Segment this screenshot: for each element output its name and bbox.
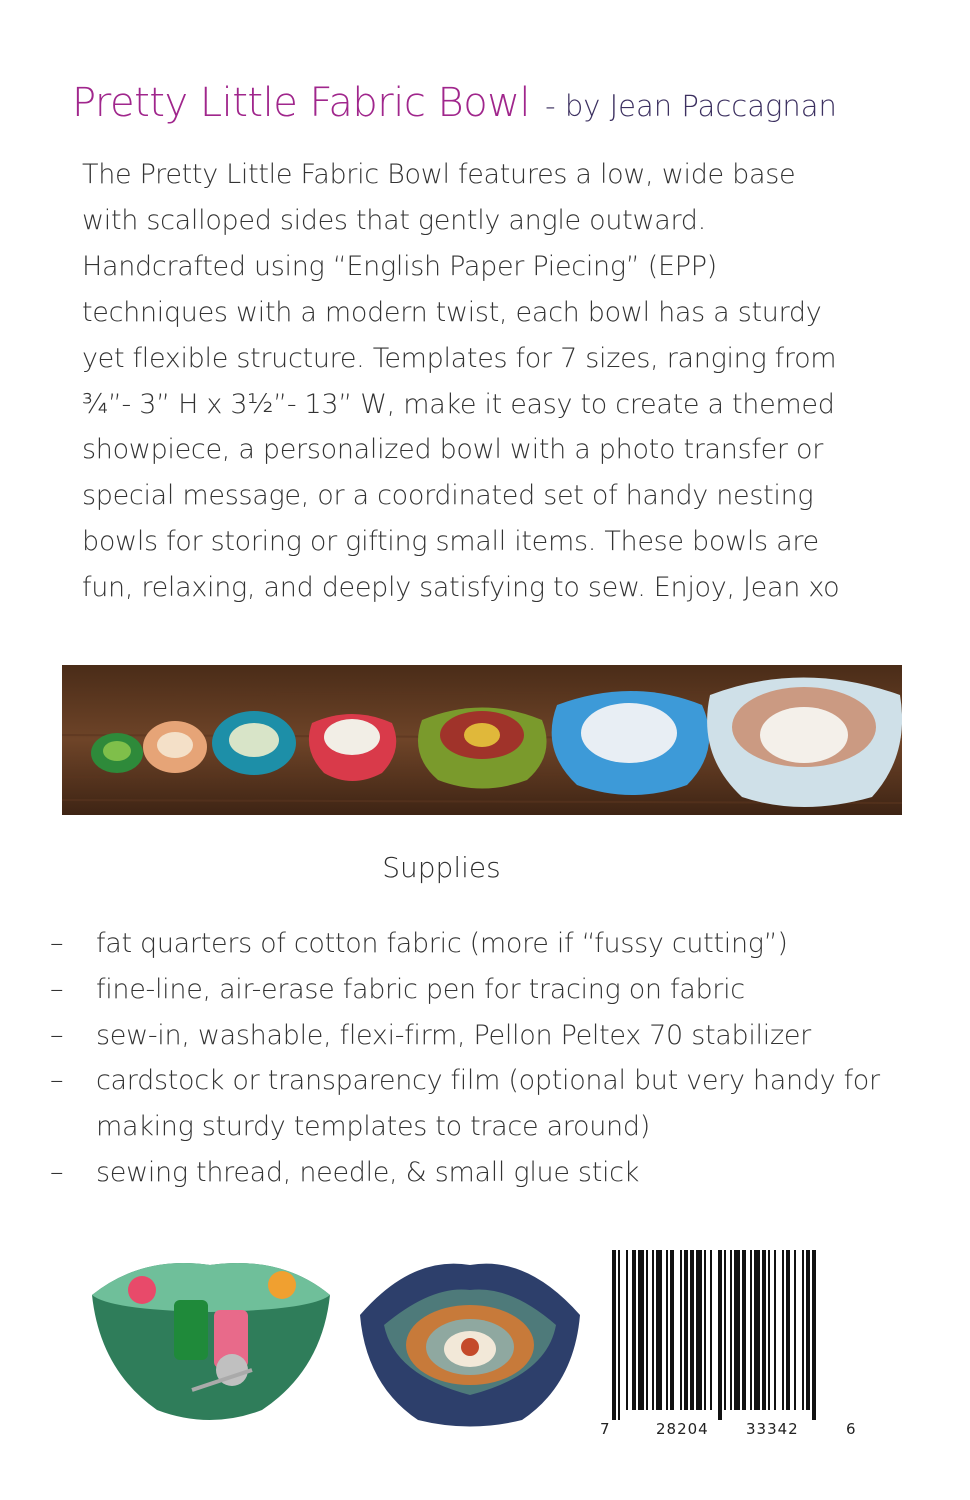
- list-item-text: sewing thread, needle, & small glue stick: [96, 1156, 640, 1188]
- barcode-left-group: 28204: [656, 1420, 709, 1438]
- nested-bowls-photo: [352, 1255, 587, 1430]
- list-item: [50, 1058, 896, 1150]
- list-item-text: fine-line, air-erase fabric pen for tracing on fabric: [96, 973, 745, 1005]
- sewing-bowl-photo: [82, 1250, 337, 1430]
- barcode-check-digit: 6: [846, 1420, 856, 1438]
- barcode-bar: [666, 1250, 668, 1410]
- page-title: Pretty Little Fabric Bowl: [72, 80, 531, 126]
- barcode-bar: [802, 1250, 804, 1410]
- dash-bullet: –: [50, 973, 64, 1005]
- barcode-bars: [598, 1250, 860, 1420]
- list-item-text: fat quarters of cotton fabric (more if “fussy cutting”): [96, 928, 788, 959]
- description-line: bowls for storing or gifting small items. These bowls are: [82, 526, 819, 558]
- barcode-bar: [806, 1250, 810, 1410]
- dash-bullet: –: [50, 1019, 64, 1051]
- barcode-bar: [786, 1250, 790, 1410]
- list-item: [50, 921, 930, 967]
- barcode-bar: [684, 1250, 688, 1410]
- description-line: Handcrafted using “English Paper Piecing” (EPP): [82, 250, 717, 282]
- description-line: The Pretty Little Fabric Bowl features a low, wide base: [82, 159, 796, 190]
- list-item: [50, 967, 930, 1013]
- barcode-first-digit: 7: [600, 1420, 610, 1438]
- title-row: [72, 80, 932, 126]
- barcode-bar: [696, 1250, 702, 1410]
- description-paragraph: [82, 152, 922, 611]
- nested-bowls-illustration: [352, 1255, 587, 1430]
- barcode-bar: [742, 1250, 746, 1410]
- supplies-heading: Supplies: [382, 851, 501, 884]
- barcode-bar: [734, 1250, 740, 1410]
- sewing-bowl-illustration: [82, 1250, 337, 1430]
- description-line: techniques with a modern twist, each bowl has a sturdy: [82, 296, 822, 328]
- dash-bullet: –: [50, 1156, 64, 1188]
- description-line: ¾”- 3” H x 3½”- 13” W, make it easy to create a themed: [82, 388, 835, 420]
- bowls-lineup-photo: [62, 665, 902, 815]
- barcode-bar: [710, 1250, 712, 1410]
- barcode-right-group: 33342: [746, 1420, 799, 1438]
- barcode-bar: [632, 1250, 636, 1410]
- bowls-lineup-illustration: [62, 665, 902, 815]
- supplies-list: [50, 921, 930, 1196]
- barcode-bar: [762, 1250, 766, 1410]
- author-byline: - by Jean Paccagnan: [545, 89, 837, 123]
- dash-bullet: –: [50, 928, 64, 959]
- barcode-bar: [680, 1250, 682, 1410]
- barcode-bar: [638, 1250, 644, 1410]
- dash-bullet: –: [50, 1065, 64, 1097]
- barcode-bar: [670, 1250, 674, 1410]
- barcode-bar: [612, 1250, 616, 1420]
- barcode-bar: [730, 1250, 732, 1410]
- barcode-bar: [782, 1250, 784, 1410]
- description-line: special message, or a coordinated set of handy nesting: [82, 480, 814, 512]
- barcode-bar: [618, 1250, 620, 1420]
- barcode-bar: [750, 1250, 752, 1410]
- barcode-bar: [718, 1250, 722, 1420]
- description-line: fun, relaxing, and deeply satisfying to sew. Enjoy, Jean xo: [82, 572, 840, 604]
- barcode-bar: [626, 1250, 628, 1410]
- bowl-7: [707, 678, 902, 808]
- description-line: yet flexible structure. Templates for 7 sizes, ranging from: [82, 342, 837, 374]
- barcode-bar: [774, 1250, 776, 1410]
- list-item: [50, 1013, 930, 1059]
- barcode-bar: [704, 1250, 706, 1410]
- bowl-2: [143, 721, 207, 773]
- bowl-5: [418, 708, 547, 789]
- barcode: [598, 1250, 860, 1445]
- bowl-3: [212, 711, 296, 775]
- barcode-bar: [724, 1250, 726, 1410]
- barcode-bar: [794, 1250, 796, 1410]
- barcode-bar: [768, 1250, 770, 1410]
- bowl-6: [552, 691, 710, 795]
- barcode-bar: [754, 1250, 760, 1410]
- list-item: [50, 1150, 930, 1196]
- barcode-bar: [652, 1250, 654, 1410]
- list-item-text: sew-in, washable, flexi-firm, Pellon Peltex 70 stabilizer: [96, 1019, 811, 1051]
- barcode-bar: [690, 1250, 694, 1410]
- barcode-bar: [656, 1250, 662, 1410]
- list-item-text: cardstock or transparency film (optional but very handy for making sturdy templates to trace around): [96, 1065, 880, 1143]
- description-line: showpiece, a personalized bowl with a photo transfer or: [82, 434, 823, 466]
- barcode-bar: [812, 1250, 816, 1420]
- description-line: with scalloped sides that gently angle outward.: [82, 204, 706, 236]
- bowl-1: [91, 733, 143, 773]
- barcode-bar: [646, 1250, 648, 1410]
